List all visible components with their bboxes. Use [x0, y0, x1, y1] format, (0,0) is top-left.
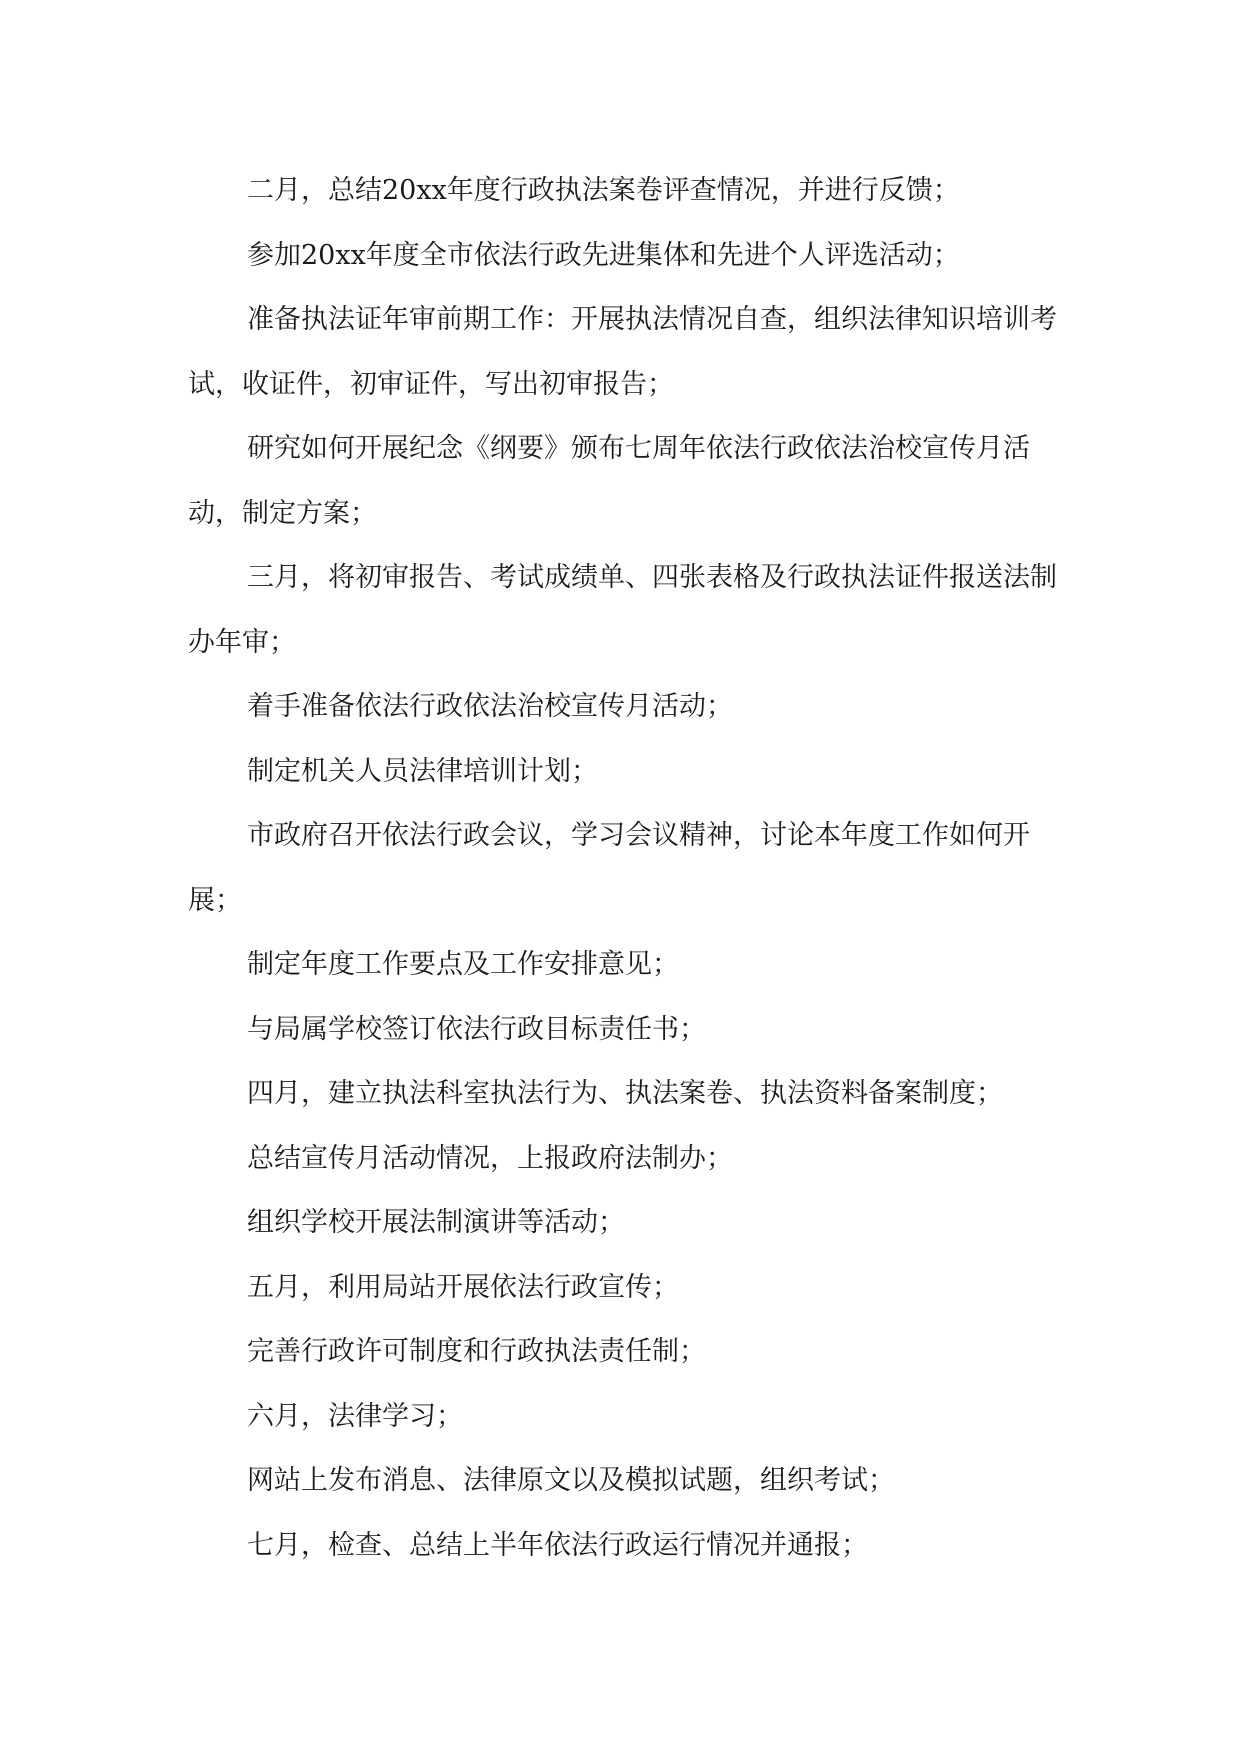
paragraph-10: 与局属学校签订依法行政目标责任书； [247, 1013, 706, 1045]
paragraph-18: 七月，检查、总结上半年依法行政运行情况并通报； [247, 1529, 868, 1561]
paragraph-2: 参加20xx年度全市依法行政先进集体和先进个人评选活动； [247, 239, 960, 271]
paragraph-13: 组织学校开展法制演讲等活动； [247, 1207, 625, 1238]
paragraph-8: 市政府召开依法行政会议，学习会议精神，讨论本年度工作如何开展； [188, 820, 1030, 916]
paragraph-3: 准备执法证年审前期工作：开展执法情况自查，组织法律知识培训考试，收证件，初审证件，写出初审报告； [188, 304, 1057, 400]
paragraph-7: 制定机关人员法律培训计划； [247, 755, 598, 787]
paragraph-4: 研究如何开展纪念《纲要》颁布七周年依法行政依法治校宣传月活动，制定方案； [188, 433, 1030, 529]
document-body [188, 159, 1068, 1578]
paragraph-15: 完善行政许可制度和行政执法责任制； [247, 1336, 706, 1367]
paragraph-12: 总结宣传月活动情况，上报政府法制办； [247, 1142, 733, 1174]
paragraph-11: 四月，建立执法科室执法行为、执法案卷、执法资料备案制度； [247, 1078, 1003, 1109]
paragraph-16: 六月，法律学习； [247, 1400, 463, 1432]
paragraph-14: 五月，利用局站开展依法行政宣传； [247, 1271, 679, 1303]
paragraph-6: 着手准备依法行政依法治校宣传月活动； [247, 691, 733, 722]
paragraph-17: 网站上发布消息、法律原文以及模拟试题，组织考试； [247, 1465, 895, 1496]
paragraph-9: 制定年度工作要点及工作安排意见； [247, 949, 679, 980]
paragraph-5: 三月，将初审报告、考试成绩单、四张表格及行政执法证件报送法制办年审； [188, 562, 1057, 658]
paragraph-1: 二月，总结20xx年度行政执法案卷评查情况，并进行反馈； [247, 175, 960, 206]
